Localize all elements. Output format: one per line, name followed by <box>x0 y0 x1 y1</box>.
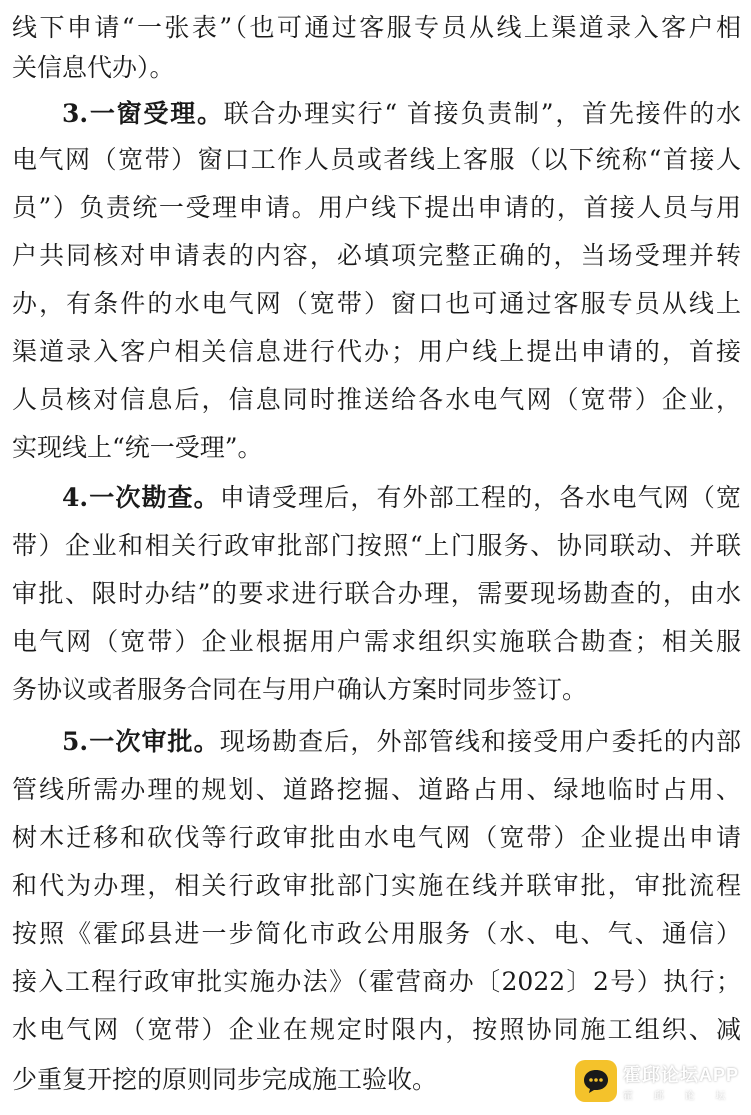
text-line: 带）企业和相关行政审批部门按照“上门服务、协同联动、并联 <box>12 531 741 560</box>
text-line: 员”）负责统一受理申请。用户线下提出申请的，首接人员与用 <box>12 193 741 222</box>
text-line: 树木迁移和砍伐等行政审批由水电气网（宽带）企业提出申请 <box>12 823 741 852</box>
text-line: 现场勘查后，外部管线和接受用户委托的内部 <box>219 727 741 756</box>
app-watermark <box>575 1055 745 1107</box>
text-line: 务协议或者服务合同在与用户确认方案时同步签订。 <box>12 675 588 704</box>
text-line: 人员核对信息后，信息同时推送给各水电气网（宽带）企业， <box>12 385 741 414</box>
text-line: 实现线上“统一受理”。 <box>12 433 263 462</box>
text-line: 接入工程行政审批实施办法》（霍营商办〔2022〕2号）执行； <box>12 967 741 996</box>
chat-bubble-icon <box>575 1060 617 1102</box>
heading-5: 5.一次审批。 <box>62 727 220 756</box>
text-line: 联合办理实行“ 首接负责制”，首先接件的水 <box>223 99 741 128</box>
text-line: 和代为办理，相关行政审批部门实施在线并联审批，审批流程 <box>12 871 741 900</box>
text-line: 申请受理后，有外部工程的，各水电气网（宽 <box>219 483 741 512</box>
text-line: 少重复开挖的原则同步完成施工验收。 <box>12 1065 438 1094</box>
text-line: 水电气网（宽带）企业在规定时限内，按照协同施工组织、减 <box>12 1015 741 1044</box>
text-line: 电气网（宽带）企业根据用户需求组织实施联合勘查；相关服 <box>12 627 741 656</box>
text-line: 关信息代办）。 <box>12 53 175 82</box>
text-line: 办，有条件的水电气网（宽带）窗口也可通过客服专员从线上 <box>12 289 741 318</box>
text-line: 渠道录入客户相关信息进行代办；用户线上提出申请的，首接 <box>12 337 741 366</box>
text-line: 线下申请“一张表”（也可通过客服专员从线上渠道录入客户相 <box>12 13 741 42</box>
watermark-title: 霍邱论坛APP <box>623 1064 740 1085</box>
heading-4: 4.一次勘查。 <box>62 483 220 512</box>
watermark-subtitle: 霍 邱 论 坛 <box>623 1090 735 1102</box>
text-line: 电气网（宽带）窗口工作人员或者线上客服（以下统称“首接人 <box>12 145 741 174</box>
text-line: 审批、限时办结”的要求进行联合办理，需要现场勘查的，由水 <box>12 579 741 608</box>
heading-3: 3.一窗受理。 <box>62 99 224 128</box>
text-line: 户共同核对申请表的内容，必填项完整正确的，当场受理并转 <box>12 241 741 270</box>
text-line: 按照《霍邱县进一步简化市政公用服务（水、电、气、通信） <box>12 919 741 948</box>
text-line: 管线所需办理的规划、道路挖掘、道路占用、绿地临时占用、 <box>12 775 741 804</box>
